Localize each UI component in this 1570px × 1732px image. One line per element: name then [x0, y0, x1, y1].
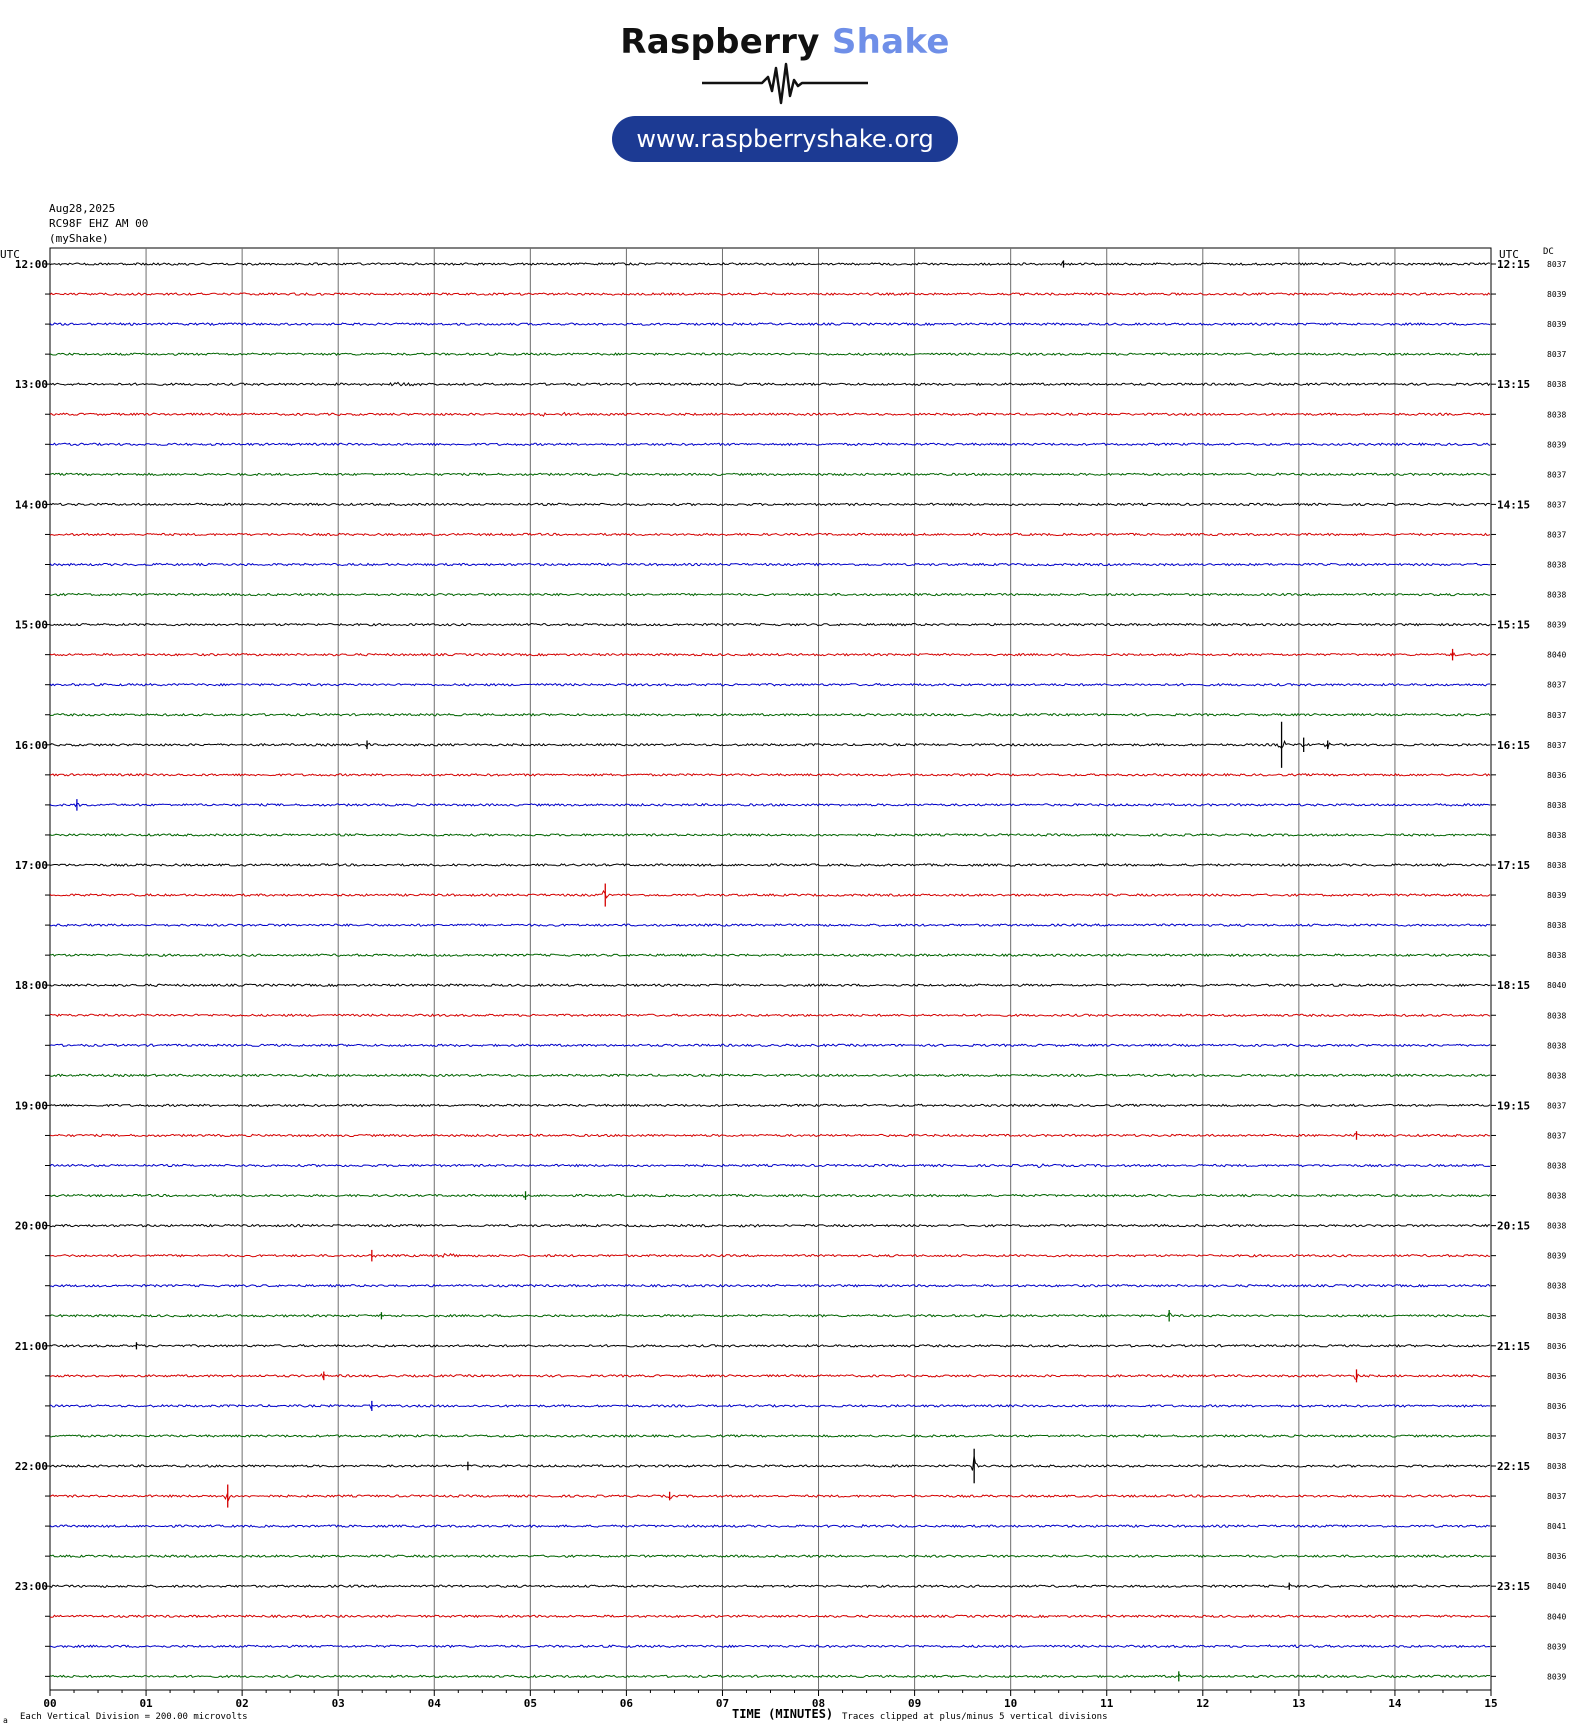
trace-row-47	[50, 1675, 1490, 1678]
dc-offset-value: 8037	[1547, 1431, 1567, 1441]
trace-row-29	[50, 1134, 1490, 1137]
trace-row-3	[50, 353, 1490, 355]
dc-offset-value: 8038	[1547, 1041, 1567, 1051]
dc-offset-value: 8038	[1547, 1311, 1567, 1321]
row-end-time-label: 18:15	[1497, 979, 1531, 993]
dc-offset-value: 8041	[1547, 1522, 1567, 1532]
row-start-time-label: 16:00	[14, 738, 48, 752]
trace-row-18	[50, 803, 1490, 806]
row-end-time-label: 23:15	[1497, 1580, 1531, 1594]
trace-row-4	[50, 382, 1490, 385]
dc-offset-value: 8036	[1547, 770, 1567, 780]
dc-offset-value: 8039	[1547, 891, 1567, 901]
trace-row-33	[50, 1254, 1490, 1258]
brand-word-shake: Shake	[831, 22, 950, 62]
row-end-time-label: 16:15	[1497, 738, 1531, 752]
dc-offset-value: 8038	[1547, 1071, 1567, 1081]
x-tick-label-13: 13	[1292, 1697, 1306, 1710]
x-tick-label-00: 00	[43, 1697, 57, 1710]
dc-offset-value: 8039	[1547, 1672, 1567, 1682]
trace-row-38	[50, 1405, 1490, 1408]
trace-row-17	[50, 774, 1490, 776]
row-start-time-label: 19:00	[14, 1099, 48, 1113]
trace-row-15	[50, 714, 1490, 716]
trace-row-23	[50, 954, 1490, 956]
x-tick-label-05: 05	[523, 1697, 537, 1710]
row-end-time-label: 20:15	[1497, 1219, 1531, 1233]
trace-row-26	[50, 1044, 1490, 1046]
row-end-time-label: 17:15	[1497, 859, 1531, 872]
dc-offset-value: 8038	[1547, 380, 1567, 390]
dc-offset-value: 8038	[1547, 1281, 1567, 1291]
trace-row-27	[50, 1074, 1490, 1076]
dc-offset-value: 8039	[1547, 290, 1567, 300]
trace-row-21	[50, 891, 1490, 898]
dc-offset-value: 8037	[1547, 1131, 1567, 1141]
dc-offset-value: 8038	[1547, 1191, 1567, 1201]
row-end-time-label: 22:15	[1497, 1460, 1531, 1473]
trace-row-43	[50, 1555, 1490, 1557]
dc-offset-value: 8037	[1547, 260, 1567, 269]
trace-row-25	[50, 1014, 1490, 1016]
dc-offset-value: 8039	[1547, 620, 1567, 630]
trace-row-46	[50, 1645, 1490, 1648]
x-tick-label-07: 07	[715, 1697, 730, 1710]
row-end-time-label: 21:15	[1497, 1339, 1531, 1353]
row-start-time-label: 21:00	[14, 1339, 48, 1353]
row-end-time-label: 12:15	[1497, 258, 1531, 271]
dc-offset-value: 8037	[1547, 740, 1567, 750]
x-tick-label-06: 06	[619, 1697, 634, 1710]
dc-offset-value: 8036	[1547, 1552, 1567, 1562]
trace-row-19	[50, 834, 1490, 836]
dc-offset-value: 8038	[1547, 590, 1567, 600]
trace-row-41	[50, 1495, 1490, 1500]
trace-row-36	[50, 1344, 1490, 1347]
x-tick-label-08: 08	[811, 1697, 826, 1710]
dc-offset-value: 8039	[1547, 1251, 1567, 1261]
row-start-time-label: 17:00	[14, 859, 48, 872]
dc-offset-value: 8037	[1547, 680, 1567, 690]
trace-row-10	[50, 563, 1490, 565]
trace-row-24	[50, 984, 1490, 986]
dc-offset-value: 8038	[1547, 560, 1567, 570]
trace-row-11	[50, 594, 1490, 596]
x-tick-label-02: 02	[235, 1697, 249, 1710]
x-tick-label-14: 14	[1388, 1697, 1402, 1710]
dc-offset-value: 8036	[1547, 1371, 1567, 1381]
website-url-badge[interactable]: www.raspberryshake.org	[612, 116, 958, 162]
trace-row-7	[50, 473, 1490, 475]
x-tick-label-03: 03	[331, 1697, 345, 1710]
station-channel: RC98F EHZ AM 00	[49, 217, 149, 230]
x-tick-label-09: 09	[907, 1697, 922, 1710]
dc-offset-value: 8039	[1547, 440, 1567, 450]
x-tick-label-11: 11	[1100, 1697, 1114, 1710]
dc-offset-value: 8040	[1547, 1612, 1567, 1622]
row-start-time-label: 18:00	[14, 979, 48, 993]
dc-offset-value: 8037	[1547, 500, 1567, 510]
trace-row-6	[50, 443, 1490, 445]
x-tick-label-15: 15	[1484, 1697, 1498, 1710]
row-end-time-label: 19:15	[1497, 1099, 1531, 1113]
x-tick-label-10: 10	[1004, 1697, 1018, 1710]
row-start-time-label: 14:00	[14, 498, 48, 512]
dc-offset-value: 8038	[1547, 1462, 1567, 1471]
trace-row-40	[50, 1456, 1490, 1471]
dc-offset-value: 8036	[1547, 1401, 1567, 1411]
dc-header-label: DC	[1543, 247, 1554, 257]
dc-offset-value: 8037	[1547, 530, 1567, 540]
x-tick-label-12: 12	[1196, 1697, 1210, 1710]
trace-row-44	[50, 1585, 1490, 1588]
trace-row-31	[50, 1195, 1490, 1198]
dc-offset-value: 8038	[1547, 410, 1567, 420]
row-end-time-label: 15:15	[1497, 618, 1531, 632]
station-network: (myShake)	[49, 232, 109, 245]
row-end-time-label: 14:15	[1497, 498, 1531, 512]
dc-offset-value: 8037	[1547, 350, 1567, 360]
trace-row-16	[50, 741, 1490, 748]
plot-date: Aug28,2025	[49, 202, 116, 215]
utc-left-label: UTC	[0, 248, 20, 261]
trace-row-30	[50, 1164, 1490, 1168]
dc-offset-value: 8038	[1547, 921, 1567, 931]
corner-mark: a	[3, 1716, 8, 1725]
dc-offset-value: 8039	[1547, 320, 1567, 330]
row-start-time-label: 15:00	[14, 618, 48, 632]
dc-offset-value: 8037	[1547, 470, 1567, 480]
trace-row-5	[50, 413, 1490, 417]
plot-frame	[50, 248, 1491, 1690]
row-start-time-label: 20:00	[14, 1219, 48, 1233]
trace-row-14	[50, 684, 1490, 686]
trace-row-9	[50, 533, 1490, 535]
dc-offset-value: 8038	[1547, 800, 1567, 810]
scale-note: Each Vertical Division = 200.00 microvolts	[20, 1712, 248, 1722]
trace-row-20	[50, 864, 1490, 866]
x-axis-title: TIME (MINUTES)	[732, 1707, 834, 1721]
trace-row-28	[50, 1104, 1490, 1106]
trace-row-35	[50, 1313, 1490, 1317]
dc-offset-value: 8038	[1547, 1161, 1567, 1171]
trace-row-13	[50, 653, 1490, 657]
row-start-time-label: 12:00	[14, 258, 48, 271]
dc-offset-value: 8040	[1547, 981, 1567, 991]
trace-row-32	[50, 1224, 1490, 1227]
trace-row-2	[50, 323, 1490, 325]
trace-row-39	[50, 1435, 1490, 1437]
utc-right-label: UTC	[1499, 248, 1519, 261]
dc-offset-value: 8037	[1547, 1492, 1567, 1502]
dc-offset-value: 8038	[1547, 830, 1567, 840]
x-tick-label-01: 01	[139, 1697, 153, 1710]
dc-offset-value: 8038	[1547, 1221, 1567, 1231]
trace-row-34	[50, 1285, 1490, 1287]
trace-row-12	[50, 624, 1490, 626]
dc-offset-value: 8040	[1547, 650, 1567, 660]
dc-offset-value: 8038	[1547, 861, 1567, 870]
row-end-time-label: 13:15	[1497, 378, 1531, 392]
dc-offset-value: 8040	[1547, 1582, 1567, 1592]
dc-offset-value: 8039	[1547, 1642, 1567, 1652]
trace-row-22	[50, 924, 1490, 926]
dc-offset-value: 8036	[1547, 1341, 1567, 1351]
trace-row-0	[50, 262, 1490, 265]
row-start-time-label: 22:00	[14, 1460, 48, 1473]
dc-offset-value: 8037	[1547, 1101, 1567, 1111]
trace-row-37	[50, 1374, 1490, 1380]
dc-offset-value: 8038	[1547, 1011, 1567, 1021]
row-start-time-label: 13:00	[14, 378, 48, 392]
x-tick-label-04: 04	[427, 1697, 441, 1710]
clip-note: Traces clipped at plus/minus 5 vertical divisions	[842, 1712, 1108, 1722]
row-start-time-label: 23:00	[14, 1580, 48, 1594]
brand-word-raspberry: Raspberry	[620, 22, 820, 62]
trace-row-42	[50, 1525, 1490, 1528]
dc-offset-value: 8037	[1547, 710, 1567, 720]
trace-row-1	[50, 293, 1490, 295]
trace-row-8	[50, 503, 1490, 505]
dc-offset-value: 8038	[1547, 951, 1567, 961]
trace-row-45	[50, 1615, 1490, 1617]
